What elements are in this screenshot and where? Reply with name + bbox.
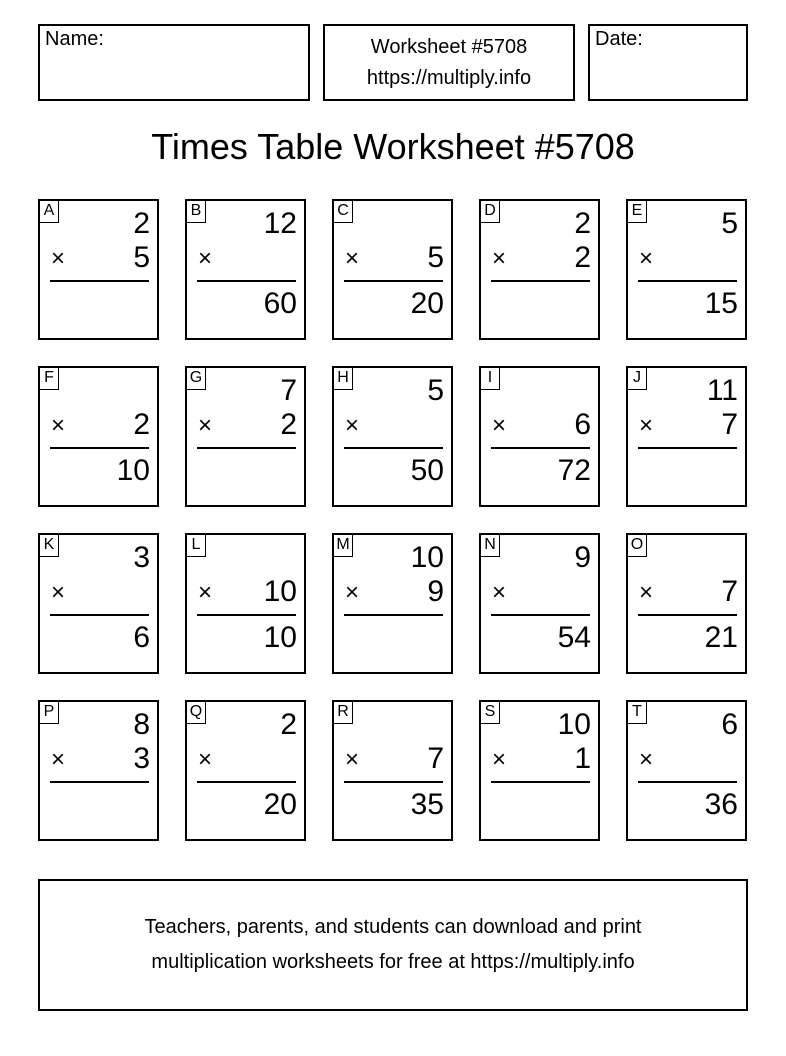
problem-letter: R xyxy=(334,702,353,724)
times-sign: × xyxy=(492,412,507,439)
answer-rule xyxy=(50,447,149,449)
problem-letter: D xyxy=(481,201,500,223)
answer-rule xyxy=(638,280,737,282)
footer-text-line-1: Teachers, parents, and students can download and print xyxy=(144,916,642,938)
multiplier: 2 xyxy=(280,408,297,441)
times-sign: × xyxy=(51,245,66,272)
problem-c xyxy=(332,199,453,340)
multiplicand: 3 xyxy=(133,541,150,574)
answer-rule xyxy=(491,447,590,449)
problem-letter: A xyxy=(40,201,59,223)
problem-j xyxy=(626,366,747,507)
answer-rule xyxy=(197,614,296,616)
problem-letter: N xyxy=(481,535,500,557)
times-sign: × xyxy=(345,746,360,773)
multiplier: 2 xyxy=(133,408,150,441)
times-sign: × xyxy=(492,746,507,773)
multiplier: 1 xyxy=(574,742,591,775)
multiplicand: 8 xyxy=(133,708,150,741)
answer-rule xyxy=(197,447,296,449)
worksheet-info-box xyxy=(323,24,575,101)
times-sign: × xyxy=(639,245,654,272)
problem-p xyxy=(38,700,159,841)
multiplier: 7 xyxy=(427,742,444,775)
problem-b xyxy=(185,199,306,340)
times-sign: × xyxy=(51,746,66,773)
times-sign: × xyxy=(345,579,360,606)
problem-l xyxy=(185,533,306,674)
name-label: Name: xyxy=(45,28,104,50)
times-sign: × xyxy=(639,412,654,439)
product: 60 xyxy=(263,287,297,320)
multiplier: 5 xyxy=(133,241,150,274)
problem-letter: O xyxy=(628,535,647,557)
problem-letter: S xyxy=(481,702,500,724)
answer-rule xyxy=(50,781,149,783)
problem-letter: H xyxy=(334,368,353,390)
problem-k xyxy=(38,533,159,674)
problem-letter: B xyxy=(187,201,206,223)
answer-rule xyxy=(344,781,443,783)
answer-rule xyxy=(344,280,443,282)
answer-rule xyxy=(491,614,590,616)
product: 6 xyxy=(133,621,150,654)
times-sign: × xyxy=(492,245,507,272)
problem-letter: L xyxy=(187,535,206,557)
problem-q xyxy=(185,700,306,841)
problem-i xyxy=(479,366,600,507)
problem-r xyxy=(332,700,453,841)
multiplicand: 10 xyxy=(557,708,591,741)
problem-letter: K xyxy=(40,535,59,557)
problem-a xyxy=(38,199,159,340)
problem-d xyxy=(479,199,600,340)
multiplier: 7 xyxy=(721,408,738,441)
footer-text-line-2: multiplication worksheets for free at https://multiply.info xyxy=(151,951,635,973)
problem-letter: F xyxy=(40,368,59,390)
product: 10 xyxy=(263,621,297,654)
footer-box xyxy=(38,879,748,1011)
problem-n xyxy=(479,533,600,674)
answer-rule xyxy=(50,280,149,282)
multiplicand: 5 xyxy=(721,207,738,240)
answer-rule xyxy=(638,447,737,449)
problem-letter: I xyxy=(481,368,500,390)
times-sign: × xyxy=(198,412,213,439)
problem-letter: G xyxy=(187,368,206,390)
times-sign: × xyxy=(51,579,66,606)
multiplicand: 5 xyxy=(427,374,444,407)
product: 21 xyxy=(704,621,738,654)
product: 36 xyxy=(704,788,738,821)
multiplicand: 2 xyxy=(574,207,591,240)
multiplier: 10 xyxy=(263,575,297,608)
problem-o xyxy=(626,533,747,674)
problem-m xyxy=(332,533,453,674)
problem-g xyxy=(185,366,306,507)
multiplicand: 11 xyxy=(706,374,738,407)
problem-letter: T xyxy=(628,702,647,724)
times-sign: × xyxy=(198,245,213,272)
answer-rule xyxy=(197,280,296,282)
problem-f xyxy=(38,366,159,507)
product: 54 xyxy=(557,621,591,654)
multiplier: 3 xyxy=(133,742,150,775)
date-label: Date: xyxy=(595,28,643,50)
product: 20 xyxy=(410,287,444,320)
product: 20 xyxy=(263,788,297,821)
answer-rule xyxy=(491,781,590,783)
multiplicand: 2 xyxy=(280,708,297,741)
product: 10 xyxy=(116,454,150,487)
times-sign: × xyxy=(198,579,213,606)
product: 15 xyxy=(704,287,738,320)
product: 72 xyxy=(557,454,591,487)
times-sign: × xyxy=(198,746,213,773)
worksheet-url: https://multiply.info xyxy=(366,67,532,89)
product: 50 xyxy=(410,454,444,487)
problem-h xyxy=(332,366,453,507)
date-field xyxy=(588,24,748,101)
times-sign: × xyxy=(639,579,654,606)
times-sign: × xyxy=(51,412,66,439)
answer-rule xyxy=(491,280,590,282)
answer-rule xyxy=(50,614,149,616)
problem-t xyxy=(626,700,747,841)
multiplier: 9 xyxy=(427,575,444,608)
multiplicand: 2 xyxy=(133,207,150,240)
multiplicand: 9 xyxy=(574,541,591,574)
multiplier: 7 xyxy=(721,575,738,608)
times-sign: × xyxy=(345,412,360,439)
times-sign: × xyxy=(639,746,654,773)
times-sign: × xyxy=(492,579,507,606)
page-title: Times Table Worksheet #5708 xyxy=(151,126,635,167)
multiplier: 5 xyxy=(427,241,444,274)
problem-letter: P xyxy=(40,702,59,724)
worksheet-number: Worksheet #5708 xyxy=(370,36,528,58)
times-sign: × xyxy=(345,245,360,272)
problem-letter: E xyxy=(628,201,647,223)
multiplier: 2 xyxy=(574,241,591,274)
multiplicand: 12 xyxy=(263,207,297,240)
problem-letter: C xyxy=(334,201,353,223)
product: 35 xyxy=(410,788,444,821)
multiplier: 6 xyxy=(574,408,591,441)
problem-letter: Q xyxy=(187,702,206,724)
multiplicand: 10 xyxy=(410,541,444,574)
answer-rule xyxy=(344,614,443,616)
problem-letter: M xyxy=(334,535,353,557)
answer-rule xyxy=(344,447,443,449)
answer-rule xyxy=(638,614,737,616)
answer-rule xyxy=(197,781,296,783)
name-field xyxy=(38,24,310,101)
multiplicand: 7 xyxy=(280,374,297,407)
problem-e xyxy=(626,199,747,340)
problem-s xyxy=(479,700,600,841)
multiplicand: 6 xyxy=(721,708,738,741)
answer-rule xyxy=(638,781,737,783)
problem-letter: J xyxy=(628,368,647,390)
